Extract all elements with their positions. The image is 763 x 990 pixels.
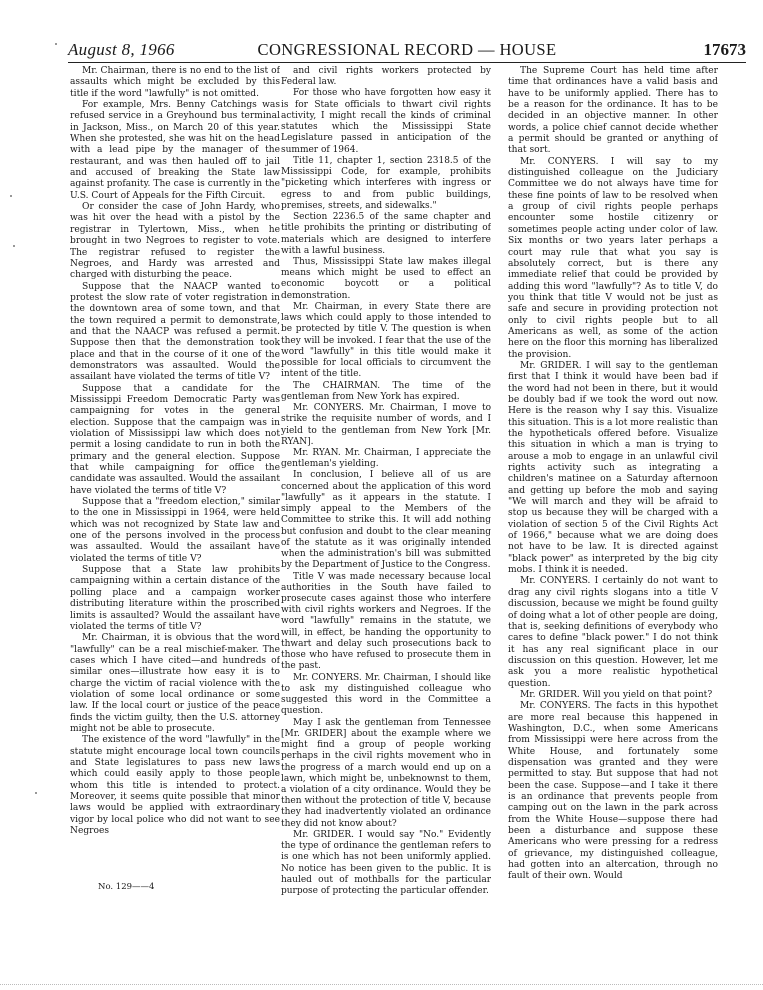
issue-date: August 8, 1966: [68, 40, 175, 59]
body-paragraph: Mr. CONYERS. Mr. Chairman, I should like to ask my distinguished colleague who suggested this word in the Committee a question.: [281, 672, 491, 717]
body-paragraph: Suppose that a candidate for the Mississippi Freedom Democratic Party was campaigning for votes in the general election. Suppose that the campaign was in violation of Mississippi law which does not permit a losing candidate to run in both the primary and the general election. Suppose that while campaigning for office the candidate was assaulted. Would the assailant have violated the terms of title V?: [70, 383, 280, 496]
body-paragraph: Title V was made necessary because local authorities in the South have failed to prosecute cases against those who interfere with civil rights workers and Negroes. If the word "lawfully" remains in the statute, we will, in effect, be handing the opportunity to thwart and delay such prosecutions back to those who have refused to prosecute them in the past.: [281, 571, 491, 672]
body-paragraph: Mr. Chairman, it is obvious that the word "lawfully" can be a real mischief-maker. The cases which I have cited—and hundreds of similar ones—illustrate how easy it is to charge the victim of racial violence with the violation of some local ordinance or some law. If the local court or justice of the peace finds the victim guilty, then the U.S. attorney might not be able to prosecute.: [70, 633, 280, 734]
body-paragraph: Or consider the case of John Hardy, who was hit over the head with a pistol by the registrar in Tylertown, Miss., when he brought in two Negroes to register to vote. The registrar refused to register the Negroes, and Hardy was arrested and charged with disturbing the peace.: [70, 202, 280, 281]
scan-speck: [10, 195, 12, 197]
body-paragraph: The existence of the word "lawfully" in the statute might encourage local town councils and State legislatures to pass new laws which could easily apply to those people whom this title is intended to protect. Moreover, it seems quite possible that minor laws would be applied with extraordinary vigor by local police who did not want to see Negroes: [70, 735, 280, 837]
column-left: [70, 66, 280, 901]
scan-speck: [55, 43, 57, 45]
body-paragraph: Mr. CONYERS. I will say to my distinguished colleague on the Judiciary Committee we do not always have time for these fine points of law to be resolved when a group of civil rights people perhaps encounter some hostile citizenry or sometimes people acting under color of law. Six months or two years later perhaps a court may rule that what you say is absolutely correct, but is there any immediate relief that could be provided by adding this word "lawfully"? As to title V, do you think that title V would not be just as safe and secure in providing protection not only to civil rights people but to all Americans as well, as some of the action here on the floor this morning has liberalized the provision.: [508, 156, 718, 360]
column-right: [508, 66, 718, 901]
body-paragraph: Title 11, chapter 1, section 2318.5 of the Mississippi Code, for example, prohibits "picketing which interferes with ingress or egress to and from public buildings, premises, streets, and sidewalks.": [281, 155, 491, 211]
body-paragraph: Thus, Mississippi State law makes illegal means which might be used to effect an economic boycott or a political demonstration.: [281, 256, 491, 301]
body-paragraph: Mr. GRIDER. I will say to the gentleman first that I think it would have been bad if the word had not been in there, but it would be doubly bad if we took the word out now. Here is the reason why I say this. Visualize this situation. This is a lot more realistic than the hypotheticals offered before. Visualize this situation in which a man is trying to arouse a mob to engage in an unlawful civil rights activity such as integrating a children's matinee on a Saturday afternoon and getting up before the mob and saying "We will march and they will be afraid to stop us because they will be charged with a violation of section 5 of the Civil Rights Act of 1966," because what we are doing does not have to be law. It is directed against "black power" as interpreted by the big city mobs. I think it is needed.: [508, 360, 718, 576]
body-paragraph: The Supreme Court has held time after time that ordinances have a valid basis and have to be uniformly applied. There has to be a reason for the ordinance. It has to be decided in an objective manner. In other words, a police chief cannot decide whether a permit should be granted or anything of that sort.: [508, 66, 718, 156]
body-paragraph: For example, Mrs. Benny Catchings was refused service in a Greyhound bus terminal in Jackson, Miss., on March 20 of this year. When she protested, she was hit on the head with a lead pipe by the manager of the restaurant, and was then hauled off to jail and accused of breaking the State law against profanity. The case is currently in the U.S. Court of Appeals for the Fifth Circuit.: [70, 100, 280, 201]
publication-title: CONGRESSIONAL RECORD — HOUSE: [257, 40, 557, 59]
body-paragraph: In conclusion, I believe all of us are concerned about the application of this word "lawfully" as it appears in the statute. I simply appeal to the Members of the Committee to strike this. It will add nothing but confusion and doubt to the clear meaning of the statute as it was originally intended when the administration's bill was submitted by the Department of Justice to the Congress.: [281, 470, 491, 571]
body-paragraph: Mr. GRIDER. I would say "No." Evidently the type of ordinance the gentleman refers to is one which has not been uniformly applied. No notice has been given to the public. It is hauled out of mothballs for the particular purpose of protecting the particular offender.: [281, 829, 491, 897]
running-head: [68, 40, 746, 62]
scan-speck: [35, 792, 37, 794]
header-rule: [68, 62, 746, 63]
body-paragraph: Mr. Chairman, there is no end to the list of assaults which might be excluded by this title if the word "lawfully" is not omitted.: [70, 66, 280, 99]
body-paragraph: The CHAIRMAN. The time of the gentleman from New York has expired.: [281, 380, 491, 402]
scan-speck: [13, 245, 15, 247]
body-paragraph: Mr. Chairman, in every State there are laws which could apply to those intended to be protected by title V. The question is when they will be invoked. I fear that the use of the word "lawfully" in this title would make it possible for local officials to circumvent the intent of the title.: [281, 301, 491, 380]
body-paragraph: Mr. CONYERS. Mr. Chairman, I move to strike the requisite number of words, and I yield to the gentleman from New York [Mr. RYAN].: [281, 403, 491, 447]
body-paragraph: For those who have forgotten how easy it is for State officials to thwart civil rights activity, I might recall the kinds of criminal statutes which the Mississippi State Legislature passed in anticipation of the summer of 1964.: [281, 88, 491, 155]
body-paragraph: Mr. GRIDER. Will you yield on that point?: [520, 689, 713, 700]
body-paragraph: Suppose that a "freedom election," similar to the one in Mississippi in 1964, were held which was not recognized by State law and one of the persons involved in the process was assaulted. Would the assailant have violated the terms of title V?: [70, 497, 280, 564]
page-number: 17673: [703, 40, 746, 59]
issue-imprint: No. 129——4: [98, 882, 155, 892]
body-paragraph: Suppose that the NAACP wanted to protest the slow rate of voter registration in the downtown area of some town, and that the town required a permit to demonstrate, and that the NAACP was refused a permit. Suppose then that the demonstration took place and that in the course of it one of the demonstrators was assaulted. Would the assailant have violated the terms of title V?: [70, 281, 280, 383]
body-paragraph: Suppose that a State law prohibits campaigning within a certain distance of the polling place and a campaign worker distributing literature within the proscribed limits is assaulted? Would the assailant have violated the terms of title V?: [70, 565, 280, 632]
body-paragraph: Section 2236.5 of the same chapter and title prohibits the printing or distributing of materials which are designed to interfere with a lawful business.: [281, 212, 491, 256]
body-paragraph: and civil rights workers protected by Federal law.: [281, 66, 491, 88]
body-paragraph: Mr. RYAN. Mr. Chairman, I appreciate the gentleman's yielding.: [281, 447, 491, 470]
column-middle: [281, 66, 491, 901]
body-paragraph: Mr. CONYERS. I certainly do not want to drag any civil rights slogans into a title V discussion, because we might be found guilty of doing what a lot of other people are doing, that is, seeking definitions of everybody who cares to define "black power." I do not think it has any real significant place in our discussion on this question. However, let me ask you a more realistic hypothetical question.: [508, 576, 718, 689]
body-paragraph: May I ask the gentleman from Tennessee [Mr. GRIDER] about the example where we might find a group of people working perhaps in the civil rights movement who in the progress of a march would end up on a lawn, which might be, unbeknownst to them, a violation of a city ordinance. Would they be then without the protection of title V, because they had inadvertently violated an ordinance they did not know about?: [281, 717, 491, 829]
scan-edge: [0, 984, 763, 985]
body-paragraph: Mr. CONYERS. The facts in this hypothet are more real because this happened in Washington, D.C., when some Americans from Mississippi were here across from the White House, and fortunately some dispensation was granted and they were permitted to stay. But suppose that had not been the case. Suppose—and I take it there is an ordinance that prevents people from camping out on the lawn in the park across from the White House—suppose there had been a disturbance and suppose these Americans who were pressing for a redress of grievance, my distinguished colleague, had gotten into an altercation, through no fault of their own. Would: [508, 701, 718, 882]
